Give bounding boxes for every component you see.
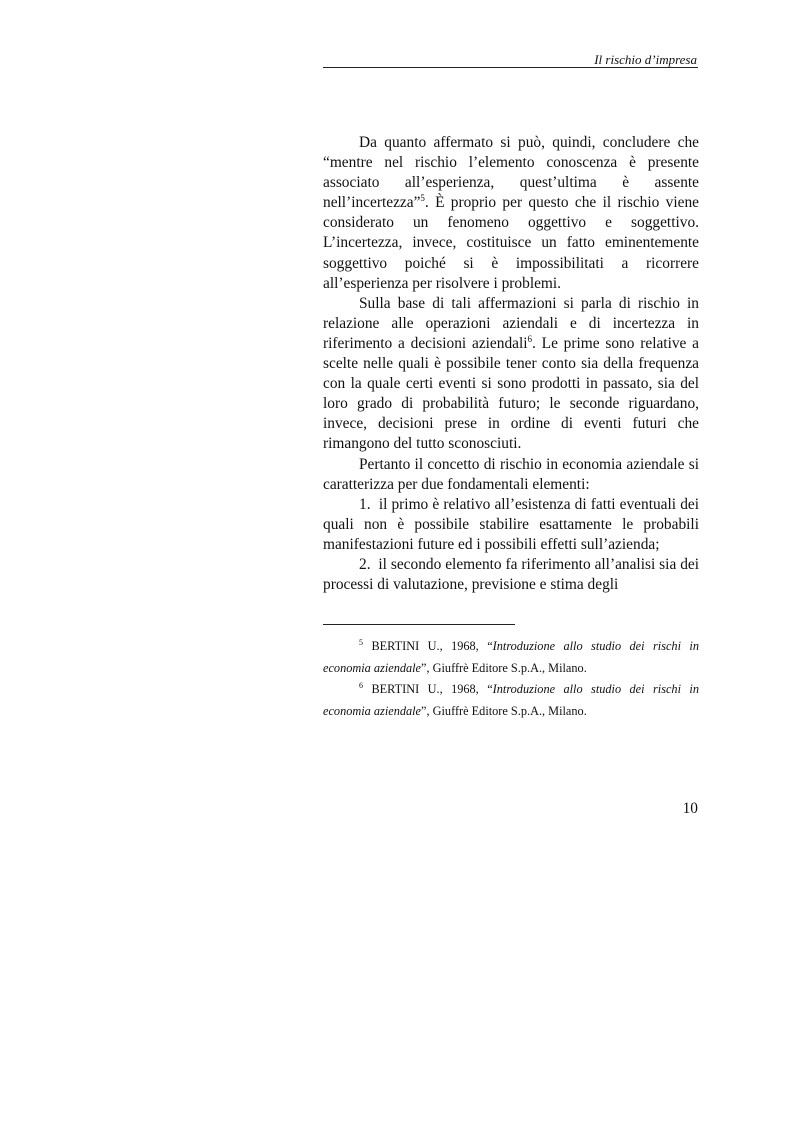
page-number: 10 [682,800,698,817]
list-item-1 [323,495,699,555]
paragraph-2 [323,294,699,455]
paragraph-1-text-a: Da quanto affermato si può, quindi, concludere che “mentre nel rischio l’elemento conoscenza è presente associato all’esperienza, quest’ultima è assente nell’incertezza” [323,134,699,212]
paragraph-2-text-a: Sulla base di tali affermazioni si parla di rischio in relazione alle operazioni aziendali e di incertezza in riferimento a decisioni aziendali [323,294,699,352]
footnote-5-rest: ”, Giuffrè Editore S.p.A., Milano. [421,660,587,675]
list-item-2-text: il secondo elemento fa riferimento all’analisi sia dei processi di valutazione, previsione e stima degli [323,555,699,594]
paragraph-1 [323,133,699,294]
footnote-5-number: 5 [359,638,363,647]
footnote-5-title: Introduzione allo studio dei rischi in economia aziendale [323,639,699,675]
footnote-6-number: 6 [359,681,363,690]
footnote-5-author: BERTINI U., 1968, “ [371,639,493,653]
footnote-ref-5[interactable]: 5 [420,193,425,204]
list-item-1-text: il primo è relativo all’esistenza di fatti eventuali dei quali non è possibile stabilire esattamente le probabili manifestazioni future ed i possibili effetti sull’azienda; [323,495,699,553]
header-rule [323,67,698,68]
footnote-6-author: BERTINI U., 1968, “ [371,682,493,696]
paragraph-3: Pertanto il concetto di rischio in economia aziendale si caratterizza per due fondamentali elementi: [323,455,699,493]
list-item-2-number: 2. [359,555,371,573]
running-header: Il rischio d’impresa [594,52,697,67]
paragraph-2-text-b: . Le prime sono relative a scelte nelle quali è possibile tener conto sia della frequenza con la quale certi eventi si sono prodotti in passato, sia del loro grado di probabilità futuro; le seconde riguardano, invece, decisioni prese in ordine di eventi futuri che rimangono del tutto sconosciuti. [323,334,699,453]
footnote-rule [323,624,515,625]
list-item-1-number: 1. [359,495,371,513]
paragraph-1-text-b: . È proprio per questo che il rischio viene considerato un fenomeno oggettivo e soggettivo. L’incertezza, invece, costituisce un fatto eminentemente soggettivo poiché si è impossibilitati a ricorrere all’esperienza per risolvere i problemi. [323,194,699,292]
footnote-6-title: Introduzione allo studio dei rischi in economia aziendale [323,682,699,718]
footnote-5 [323,636,699,679]
footnotes [323,636,699,722]
footnote-6 [323,679,699,722]
list-item-2 [323,555,699,595]
body-text [323,133,699,595]
footnote-ref-6[interactable]: 6 [527,333,533,344]
footnote-6-rest: ”, Giuffrè Editore S.p.A., Milano. [421,703,587,718]
